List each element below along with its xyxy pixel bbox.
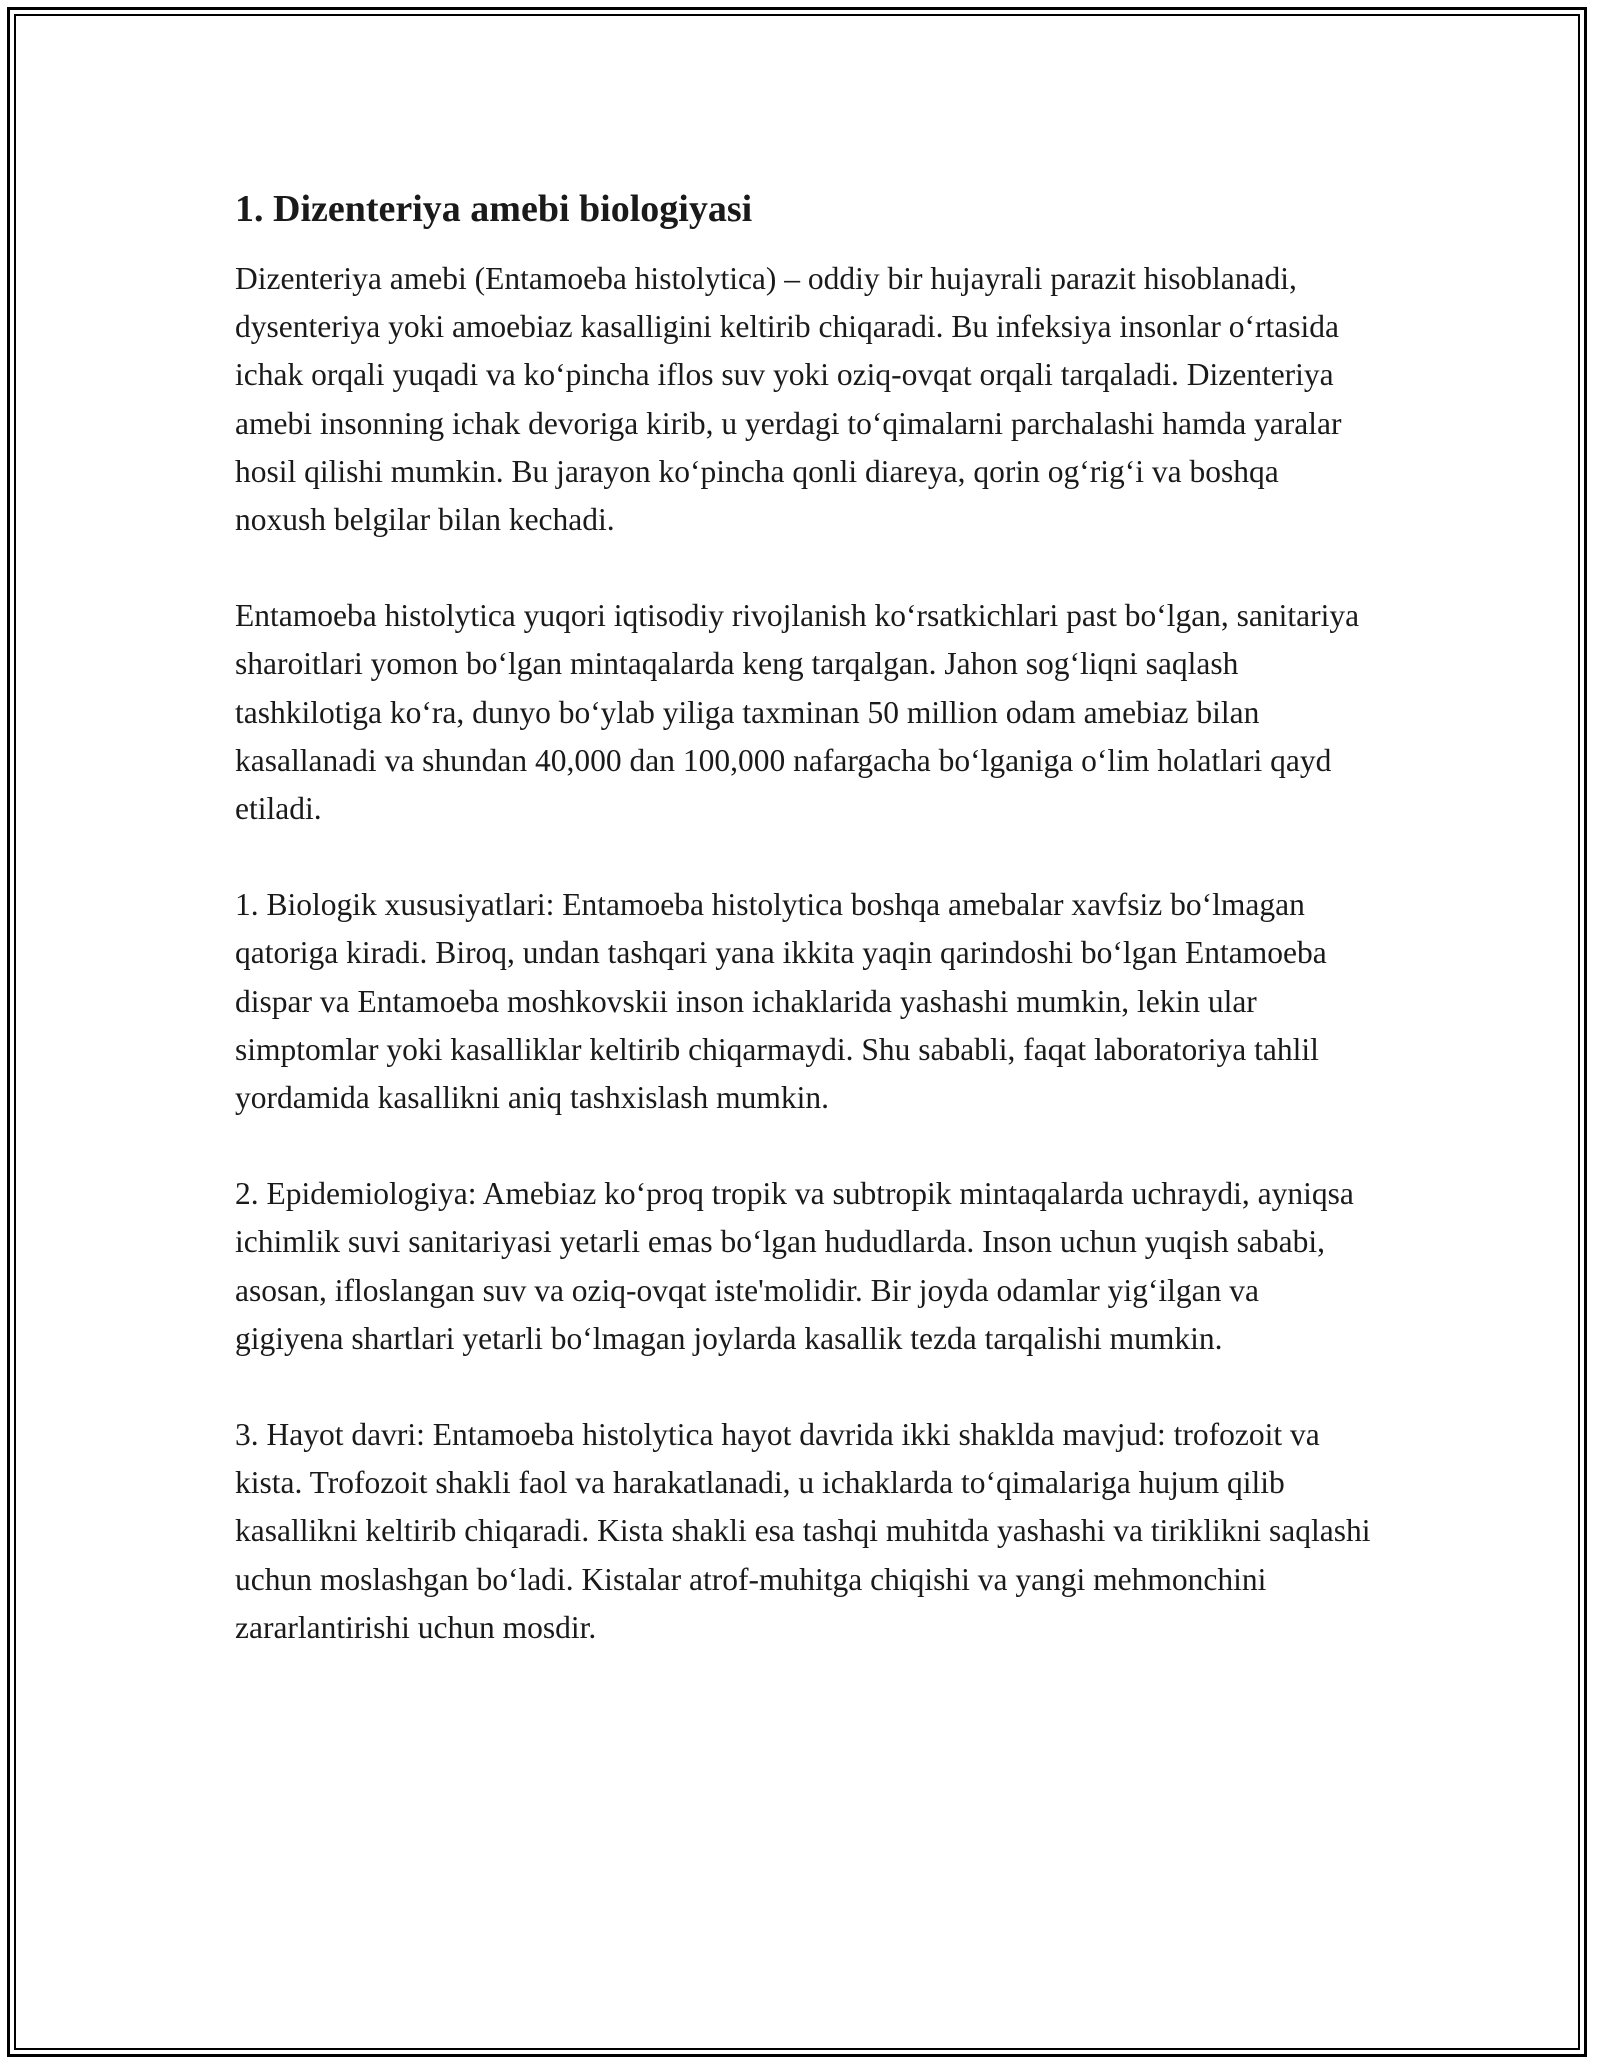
paragraph-prevalence: Entamoeba histolytica yuqori iqtisodiy rivojlanish ko‘rsatkichlari past bo‘lgan, sanitariya sharoitlari yomon bo‘lgan mintaqalarda keng tarqalgan. Jahon sog‘liqni saqlash tashkilotiga ko‘ra, dunyo bo‘ylab yiliga taxminan 50 million odam amebiaz bilan kasallanadi va shundan 40,000 dan 100,000 nafargacha bo‘lganiga o‘lim holatlari qayd etiladi. bbox=[235, 598, 1360, 827]
paragraph-intro: Dizenteriya amebi (Entamoeba histolytica) – oddiy bir hujayrali parazit hisoblanadi, dysenteriya yoki amoebiaz kasalligini keltirib chiqaradi. Bu infeksiya insonlar o‘rtasida ichak orqali yuqadi va ko‘pincha iflos suv yoki oziq-ovqat orqali tarqaladi. Dizenteriya amebi insonning ichak devoriga kirib, u yerdagi to‘qimalarni parchalashi hamda yaralar hosil qilishi mumkin. Bu jarayon ko‘pincha qonli diareya, qorin og‘rig‘i va boshqa noxush belgilar bilan kechadi. bbox=[235, 261, 1342, 538]
paragraph-epidemiology: 2. Epidemiologiya: Amebiaz ko‘proq tropik va subtropik mintaqalarda uchraydi, ayniqsa ichimlik suvi sanitariyasi yetarli emas bo‘lgan hududlarda. Inson uchun yuqish sababi, asosan, ifloslangan suv va oziq-ovqat iste'molidir. Bir joyda odamlar yig‘ilgan va gigiyena shartlari yetarli bo‘lmagan joylarda kasallik tezda tarqalishi mumkin. bbox=[235, 1176, 1354, 1356]
paragraph-biological-features: 1. Biologik xususiyatlari: Entamoeba histolytica boshqa amebalar xavfsiz bo‘lmagan qatoriga kiradi. Biroq, undan tashqari yana ikkita yaqin qarindoshi bo‘lgan Entamoeba dispar va Entamoeba moshkovskii inson ichaklarida yashashi mumkin, lekin ular simptomlar yoki kasalliklar keltirib chiqarmaydi. Shu sababli, faqat laboratoriya tahlil yordamida kasallikni aniq tashxislash mumkin. bbox=[235, 887, 1327, 1116]
document-title: 1. Dizenteriya amebi biologiyasi bbox=[235, 188, 753, 230]
paragraph-life-cycle: 3. Hayot davri: Entamoeba histolytica hayot davrida ikki shaklda mavjud: trofozoit va kista. Trofozoit shakli faol va harakatlanadi, u ichaklarda to‘qimalariga hujum qilib kasallikni keltirib chiqaradi. Kista shakli esa tashqi muhitda yashashi va tiriklikni saqlashi uchun moslashgan bo‘ladi. Kistalar atrof-muhitga chiqishi va yangi mehmonchini zararlantirishi uchun mosdir. bbox=[235, 1417, 1371, 1645]
document-body bbox=[235, 185, 1375, 1652]
